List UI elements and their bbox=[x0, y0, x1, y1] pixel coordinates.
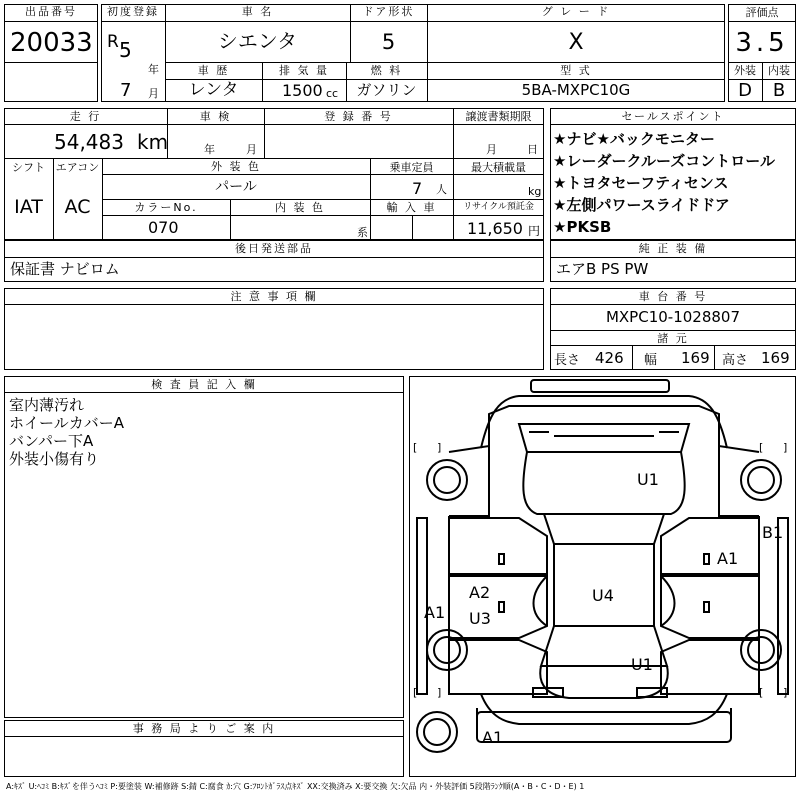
capacity-value: 7 bbox=[412, 179, 423, 198]
grade-label: グ レ ー ド bbox=[541, 5, 611, 18]
int-color-label: 内 装 色 bbox=[275, 201, 325, 214]
svg-text:]: ] bbox=[437, 441, 442, 454]
office-label: 事 務 局 よ り ご 案 内 bbox=[132, 722, 276, 735]
import-label: 輸 入 車 bbox=[386, 201, 437, 214]
ext-color-value: パール bbox=[215, 179, 257, 195]
inspector-line-2: ホイールカバーA bbox=[9, 414, 124, 432]
inspector-line-3: バンパー下A bbox=[9, 432, 94, 450]
ext-score-label: 外装 bbox=[734, 64, 756, 77]
displacement-unit: cc bbox=[326, 87, 339, 100]
lot-label: 出品番号 bbox=[25, 5, 77, 18]
width-value: 169 bbox=[681, 349, 710, 367]
transfer-month-unit: 月 bbox=[486, 143, 497, 156]
inspector-line-1: 室内薄汚れ bbox=[9, 396, 85, 414]
lot-number: 20033 bbox=[10, 28, 93, 58]
chassis-label: 車 台 番 号 bbox=[638, 290, 708, 303]
int-score-label: 内装 bbox=[768, 64, 790, 77]
score-value: 3.5 bbox=[735, 28, 789, 58]
mileage-value: 54,483 bbox=[54, 130, 124, 154]
max-load-unit: kg bbox=[528, 185, 542, 198]
first-reg-month: 7 bbox=[120, 80, 132, 101]
height-label: 高さ bbox=[722, 353, 749, 368]
std-equip-value: エアB PS PW bbox=[556, 260, 649, 278]
year-unit: 年 bbox=[148, 63, 159, 76]
code-floor: U4 bbox=[592, 586, 614, 605]
code-right-door: A1 bbox=[717, 549, 739, 568]
color-no-label: カラーNo. bbox=[134, 201, 198, 214]
svg-text:]: ] bbox=[437, 686, 442, 699]
transfer-day-unit: 日 bbox=[527, 143, 538, 156]
month-unit: 月 bbox=[148, 87, 159, 100]
model-value: 5BA-MXPC10G bbox=[521, 81, 631, 99]
displacement-value: 1500 bbox=[282, 81, 323, 100]
sales-point-4: ★左側パワースライドドア bbox=[553, 196, 730, 214]
aircon-label: エアコン bbox=[55, 161, 100, 174]
max-load-label: 最大積載量 bbox=[471, 161, 526, 174]
code-bottom-front: U1 bbox=[631, 655, 653, 674]
later-parts-value: 保証書 ナビロム bbox=[10, 260, 120, 278]
shaken-label: 車 検 bbox=[199, 110, 232, 123]
sales-point-5: ★PKSB bbox=[553, 218, 612, 236]
inspector-line-4: 外装小傷有り bbox=[9, 450, 100, 468]
svg-text:]: ] bbox=[783, 441, 788, 454]
mileage-unit: km bbox=[137, 130, 169, 154]
aircon-value: AC bbox=[64, 196, 91, 218]
displacement-label: 排 気 量 bbox=[279, 64, 329, 77]
recycle-value: 11,650 bbox=[467, 219, 523, 238]
svg-text:[: [ bbox=[759, 441, 764, 454]
code-roof-front: U1 bbox=[637, 470, 659, 489]
width-label: 幅 bbox=[644, 353, 658, 368]
history-value: レンタ bbox=[188, 80, 239, 100]
std-equip-label: 純 正 装 備 bbox=[638, 242, 708, 255]
height-value: 169 bbox=[761, 349, 790, 367]
first-reg-year: 5 bbox=[119, 38, 132, 62]
svg-text:[: [ bbox=[413, 686, 418, 699]
color-no-value: 070 bbox=[148, 218, 179, 237]
door-value: 5 bbox=[381, 30, 396, 54]
fuel-label: 燃 料 bbox=[370, 64, 403, 77]
code-left-door-a: A2 bbox=[469, 583, 491, 602]
code-front-bumper: A1 bbox=[482, 728, 504, 747]
score-label: 評価点 bbox=[745, 6, 779, 19]
footer-legend: A:ｷｽﾞ U:ﾍｺﾐ B:ｷｽﾞを伴うﾍｺﾐ P:要塗装 W:補修跡 S:錆 C:腐食 ｶ:穴 G:ﾌﾛﾝﾄｶﾞﾗｽ点ｷｽﾞ XX:交換済み X:要交換 欠:欠品 内・外装評価 5段階ﾗﾝｸ順(A・B・C・D・E) 1 bbox=[6, 782, 585, 791]
reg-no-label: 登 録 番 号 bbox=[324, 110, 393, 123]
code-left-door-u: U3 bbox=[469, 609, 491, 628]
recycle-unit: 円 bbox=[528, 224, 541, 238]
sales-point-3: ★トヨタセーフティセンス bbox=[553, 174, 729, 192]
shaken-month-unit: 月 bbox=[246, 143, 257, 156]
code-rear-right-fender: B1 bbox=[762, 523, 784, 542]
inspector-label: 検 査 員 記 入 欄 bbox=[151, 378, 257, 391]
svg-text:[: [ bbox=[759, 686, 764, 699]
recycle-label: リサイクル預託金 bbox=[463, 202, 534, 212]
ext-score-value: D bbox=[738, 80, 752, 101]
shift-label: シフト bbox=[12, 161, 45, 174]
mileage-label: 走 行 bbox=[69, 110, 102, 123]
first-reg-label: 初度登録 bbox=[107, 5, 159, 18]
notes-label: 注 意 事 項 欄 bbox=[230, 290, 318, 303]
model-label: 型 式 bbox=[560, 64, 592, 77]
sales-point-2: ★レーダークルーズコントロール bbox=[553, 152, 775, 170]
sales-points-label: セールスポイント bbox=[621, 110, 725, 123]
svg-text:]: ] bbox=[783, 686, 788, 699]
later-parts-label: 後日発送部品 bbox=[235, 242, 313, 255]
sales-point-1: ★ナビ★バックモニター bbox=[553, 130, 715, 148]
shaken-year-unit: 年 bbox=[204, 143, 215, 156]
history-label: 車 歴 bbox=[197, 64, 230, 77]
svg-text:[: [ bbox=[413, 441, 418, 454]
car-diagram bbox=[409, 376, 796, 777]
code-left-rear: A1 bbox=[424, 603, 446, 622]
int-color-unit: 系 bbox=[357, 226, 368, 239]
fuel-value: ガソリン bbox=[356, 81, 417, 99]
int-score-value: B bbox=[772, 80, 786, 101]
grade-value: X bbox=[568, 30, 584, 55]
capacity-label: 乗車定員 bbox=[389, 161, 434, 174]
car-name-value: シエンタ bbox=[217, 29, 298, 53]
transfer-doc-label: 譲渡書類期限 bbox=[465, 110, 532, 123]
car-name-label: 車 名 bbox=[241, 5, 274, 18]
capacity-unit: 人 bbox=[436, 183, 447, 196]
chassis-value: MXPC10-1028807 bbox=[605, 308, 741, 326]
length-value: 426 bbox=[595, 349, 624, 367]
shift-value: IAT bbox=[14, 196, 43, 218]
dims-label: 諸 元 bbox=[657, 332, 689, 345]
door-label: ドア形状 bbox=[362, 5, 415, 18]
ext-color-label: 外 装 色 bbox=[211, 160, 261, 173]
era-value: R bbox=[107, 32, 119, 52]
length-label: 長さ bbox=[554, 353, 581, 368]
